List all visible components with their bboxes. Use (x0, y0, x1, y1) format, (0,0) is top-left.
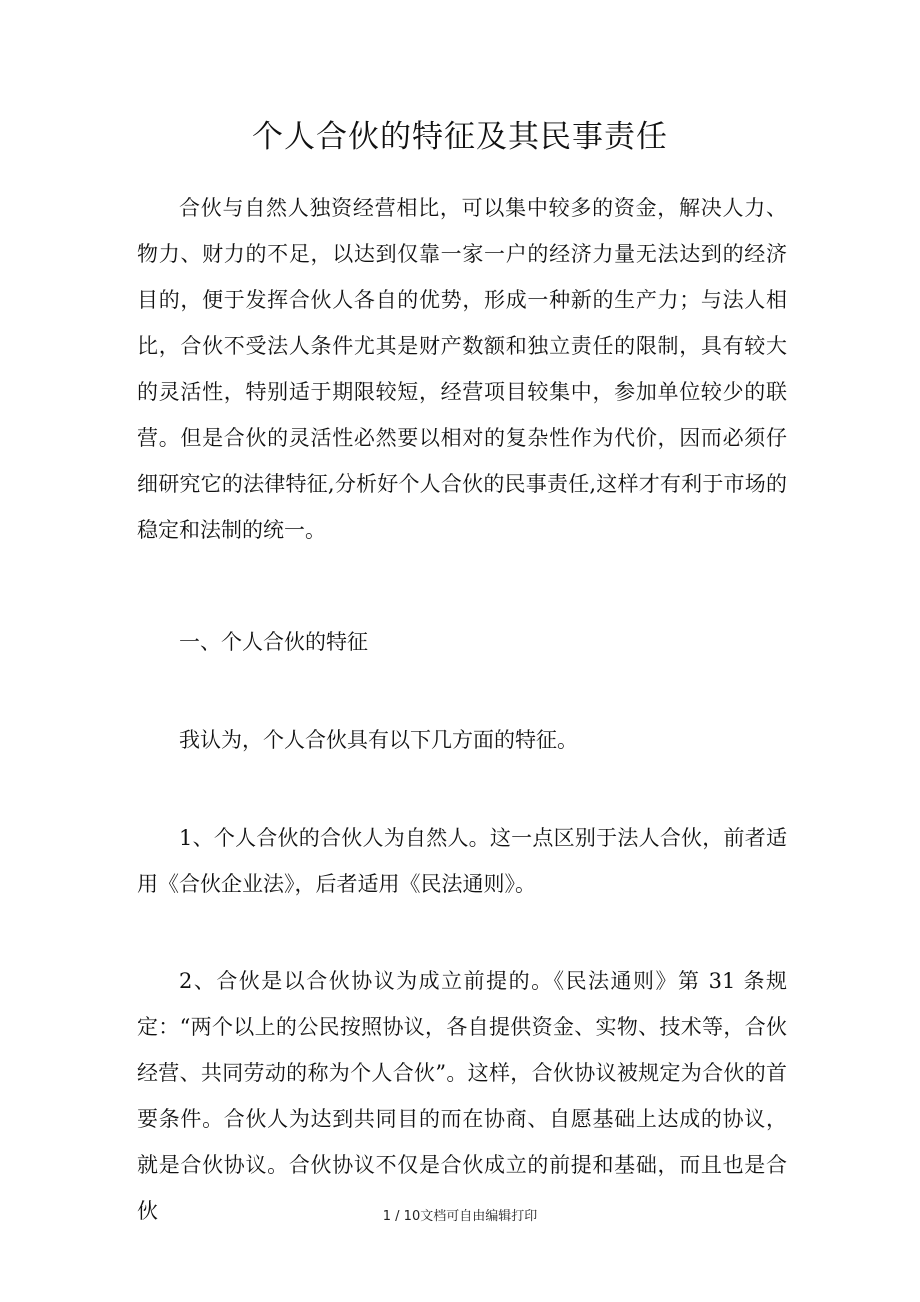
page-footer: 1 / 10文档可自由编辑打印 (382, 1209, 538, 1224)
paragraph-point-1: 1、个人合伙的合伙人为自然人。这一点区别于法人合伙，前者适用《合伙企业法》，后者适用《民法通则》。 (137, 826, 787, 896)
section-heading: 一、个人合伙的特征 (179, 630, 368, 654)
document-title: 个人合伙的特征及其民事责任 (252, 119, 668, 155)
paragraph-point-2: 2、合伙是以合伙协议为成立前提的。《民法通则》第 31 条规定：“两个以上的公民按照协议，各自提供资金、实物、技术等，合伙经营、共同劳动的称为个人合伙”。这样，合伙协议被规定为合伙的首要条件。合伙人为达到共同目的而在协商、自愿基础上达成的协议，就是合伙协议。合伙协议不仅是合伙成立的前提和基础，而且也是合伙 (137, 969, 787, 1223)
paragraph-overview: 我认为，个人合伙具有以下几方面的特征。 (179, 728, 578, 752)
paragraph-intro: 合伙与自然人独资经营相比，可以集中较多的资金，解决人力、物力、财力的不足，以达到仅靠一家一户的经济力量无法达到的经济目的，便于发挥合伙人各自的优势，形成一种新的生产力；与法人相比，合伙不受法人条件尤其是财产数额和独立责任的限制，具有较大的灵活性，特别适于期限较短，经营项目较集中，参加单位较少的联营。但是合伙的灵活性必然要以相对的复杂性作为代价，因而必须仔细研究它的法律特征,分析好个人合伙的民事责任,这样才有利于市场的稳定和法制的统一。 (137, 196, 787, 542)
